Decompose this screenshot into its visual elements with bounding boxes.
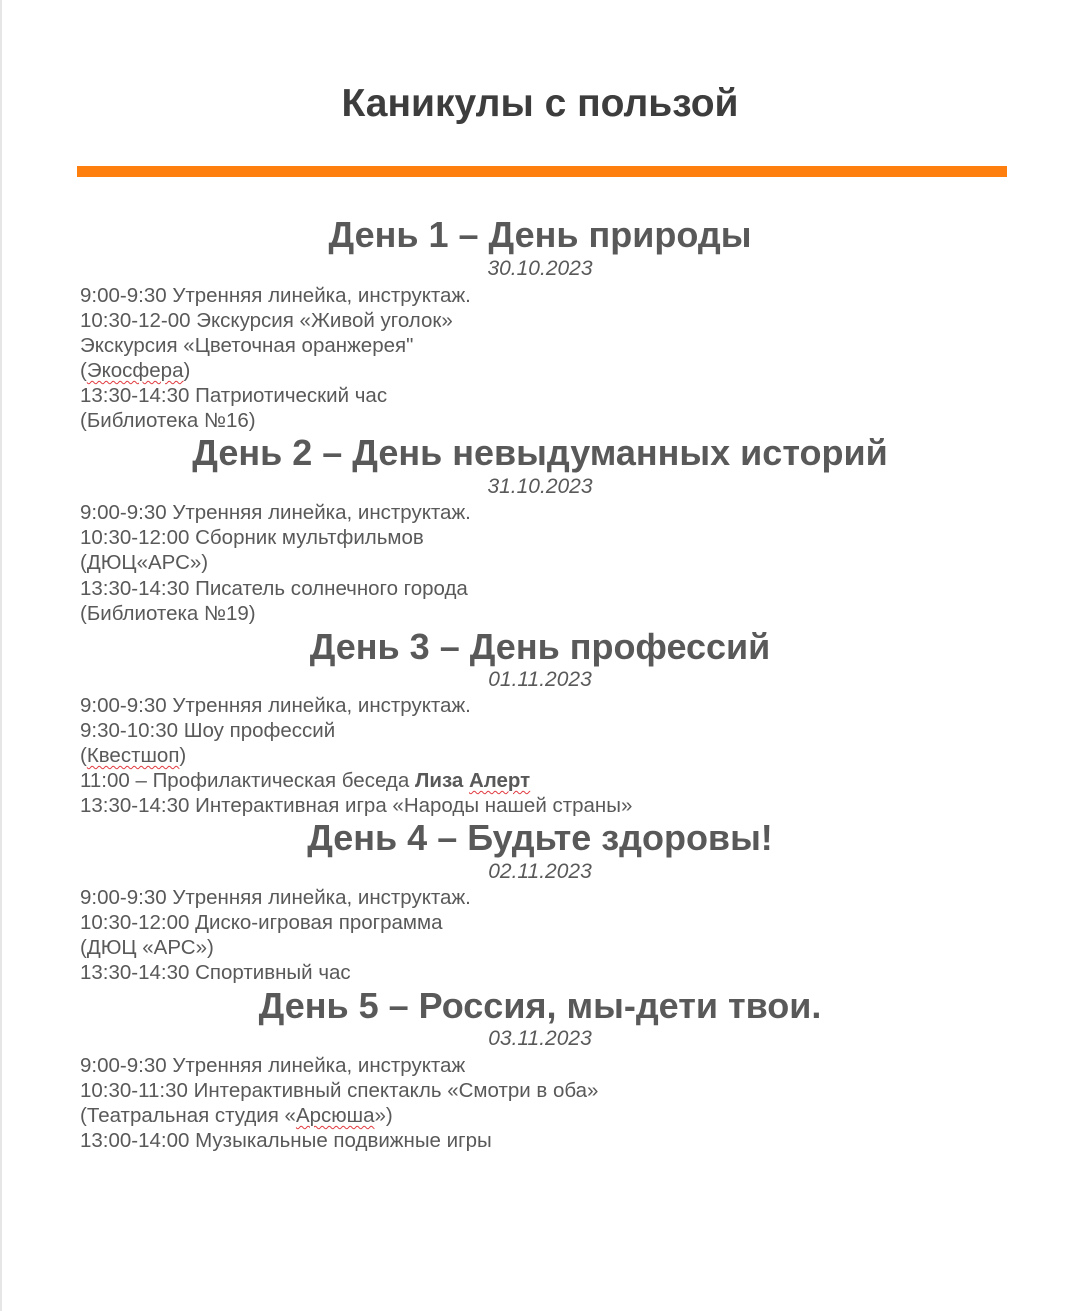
orange-divider [77, 166, 1007, 177]
day-5-heading: День 5 – Россия, мы-дети твои. [258, 985, 822, 1026]
bold-text: Лиза [414, 769, 469, 792]
day-3-line-5: 13:30-14:30 Интерактивная игра «Народы нашей страны» [80, 794, 633, 817]
day-4-line-2: 10:30-12:00 Диско-игровая программа [80, 911, 443, 934]
day-1-line-2: 10:30-12-00 Экскурсия «Живой уголок» [80, 309, 453, 332]
day-1-date: 30.10.2023 [487, 257, 593, 280]
day-3-line-2: 9:30-10:30 Шоу профессий [80, 719, 336, 742]
day-2-line-3: (ДЮЦ«АРС») [80, 551, 209, 574]
day-1-line-4 [80, 358, 190, 383]
day-2-line-4: 13:30-14:30 Писатель солнечного города [80, 577, 468, 600]
day-2-date: 31.10.2023 [487, 475, 593, 498]
text: ( [80, 744, 87, 767]
day-3-heading: День 3 – День профессий [309, 626, 771, 667]
day-4-line-4: 13:30-14:30 Спортивный час [80, 961, 351, 984]
day-1-line-1: 9:00-9:30 Утренняя линейка, инструктаж. [80, 284, 471, 307]
page-title: Каникулы с пользой [341, 82, 739, 125]
day-5-line-4: 13:00-14:00 Музыкальные подвижные игры [80, 1129, 492, 1152]
day-1-heading: День 1 – День природы [328, 214, 752, 255]
day-4-heading: День 4 – Будьте здоровы! [307, 817, 773, 858]
day-2-line-5: (Библиотека №19) [80, 602, 256, 625]
day-3-date: 01.11.2023 [488, 668, 592, 691]
day-4-line-3: (ДЮЦ «АРС») [80, 936, 214, 959]
text: ») [374, 1104, 393, 1127]
text: ( [80, 359, 87, 382]
day-2-line-2: 10:30-12:00 Сборник мультфильмов [80, 526, 424, 549]
spellcheck-marked-word: Квестшоп [86, 744, 180, 767]
day-4-line-1: 9:00-9:30 Утренняя линейка, инструктаж. [80, 886, 471, 909]
spellcheck-marked-word: Экосфера [86, 359, 184, 382]
day-1-line-6: (Библиотека №16) [80, 409, 256, 432]
day-3-line-4 [80, 768, 530, 793]
day-2-line-1: 9:00-9:30 Утренняя линейка, инструктаж. [80, 501, 471, 524]
day-2-heading: День 2 – День невыдуманных историй [192, 432, 888, 473]
spellcheck-marked-word: Алерт [468, 769, 531, 792]
day-5-line-2: 10:30-11:30 Интерактивный спектакль «Смотри в оба» [80, 1079, 599, 1102]
day-1-line-5: 13:30-14:30 Патриотический час [80, 384, 388, 407]
day-5-line-1: 9:00-9:30 Утренняя линейка, инструктаж [80, 1054, 466, 1077]
day-4-date: 02.11.2023 [488, 860, 592, 883]
text: (Театральная студия « [80, 1104, 296, 1127]
day-3-line-3 [80, 743, 186, 768]
day-3-line-1: 9:00-9:30 Утренняя линейка, инструктаж. [80, 694, 471, 717]
text: 11:00 – Профилактическая беседа [80, 769, 415, 792]
text: ) [179, 744, 187, 767]
day-5-line-3 [80, 1103, 393, 1128]
day-5-date: 03.11.2023 [488, 1027, 592, 1050]
text: ) [183, 359, 191, 382]
spellcheck-marked-word: Арсюша [295, 1104, 375, 1127]
day-1-line-3: Экскурсия «Цветочная оранжерея" [80, 334, 414, 357]
